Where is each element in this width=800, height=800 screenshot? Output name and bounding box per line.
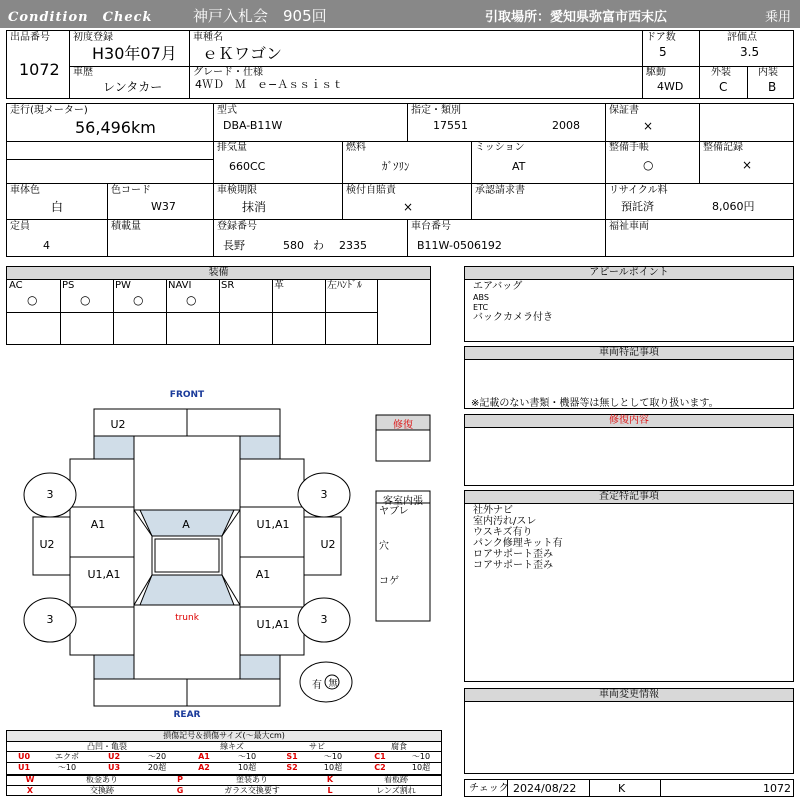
top-info-grid — [6, 30, 794, 99]
insurance-label: 検付自賠責 — [346, 185, 396, 196]
drive-label: 駆動 — [646, 67, 666, 78]
equip-navi-mark: ○ — [186, 293, 197, 307]
appeal-title: アピールポイント — [465, 267, 793, 280]
inspection-label: 車検期限 — [217, 185, 257, 196]
pickup-location: 引取場所：愛知県弥富市西末広 — [485, 10, 668, 25]
damage-wheel-fr: 3 — [320, 488, 328, 501]
manual-label: 整備手帳 — [609, 142, 649, 153]
inspection-note-line: 社外ナビ — [473, 505, 513, 516]
legend-desc: 塗装あり — [236, 775, 268, 784]
legend-desc: 板金あり — [86, 775, 118, 784]
legend-code: C1 — [374, 752, 386, 761]
damage-wheel-fl: 3 — [46, 488, 54, 501]
damage-u2-right: U2 — [320, 538, 336, 551]
repair-title: 修復内容 — [465, 415, 793, 428]
legend-desc: 交換跡 — [90, 786, 114, 795]
cabin-box-title: 客室内張 — [383, 496, 423, 507]
auction-name: 神戸入札会 905回 — [193, 7, 327, 25]
equip-pw-mark: ○ — [133, 293, 144, 307]
inspection-note-line: パンク修理キット有 — [473, 538, 563, 549]
front-label: FRONT — [169, 390, 205, 400]
inspection-note-line: 室内汚れ/スレ — [473, 516, 537, 527]
damage-wheel-rr: 3 — [320, 613, 328, 626]
appeal-points — [464, 266, 794, 342]
equip-ac-label: AC — [9, 280, 23, 291]
designation-label: 指定・類別 — [411, 105, 461, 116]
fuel-label: 燃料 — [346, 142, 366, 153]
legend-code: G — [176, 786, 184, 795]
legend-code: U1 — [17, 763, 31, 772]
legend-desc: エクボ — [55, 752, 79, 761]
appeal-line: ETC — [473, 303, 489, 312]
chassis-value: B11W-0506192 — [417, 239, 502, 252]
trunk-label: trunk — [175, 613, 199, 623]
legend-desc: レンズ割れ — [376, 786, 416, 795]
record-value: × — [742, 158, 753, 172]
legend-code: S1 — [286, 752, 298, 761]
displacement-label: 排気量 — [217, 142, 247, 153]
car-damage-diagram — [0, 385, 460, 725]
model-label: 型式 — [217, 105, 237, 116]
legend-desc: 〜10 — [323, 752, 343, 761]
legend-code: A2 — [198, 763, 210, 772]
history-label: 車歴 — [73, 67, 93, 78]
appeal-line: エアバッグ — [473, 281, 523, 292]
record-label: 整備記録 — [703, 142, 743, 153]
legend-title: 損傷記号＆損傷サイズ(〜最大cm) — [7, 731, 441, 742]
damage-wheel-rl: 3 — [46, 613, 54, 626]
capacity-value: 4 — [43, 239, 50, 252]
inspection-note-line: ウスキズ有り — [473, 527, 533, 538]
damage-u2-left: U2 — [39, 538, 55, 551]
inspection-notes — [464, 490, 794, 682]
recycle-status: 預託済 — [621, 200, 654, 213]
vehicle-type: 乗用 — [765, 10, 792, 25]
car-name-label: 車種名 — [193, 32, 223, 43]
damage-legend — [6, 730, 442, 796]
legend-header-dent: 凸凹・亀裂 — [87, 742, 127, 751]
equip-ac-mark: ○ — [27, 293, 38, 307]
car-name-value: ｅＫワゴン — [202, 44, 283, 63]
legend-code: U0 — [17, 752, 31, 761]
model-value: DBA-B11W — [223, 119, 283, 132]
score-label: 評価点 — [727, 32, 757, 43]
check-footer — [464, 779, 794, 797]
score-value: 3.5 — [740, 45, 760, 59]
legend-code: S2 — [286, 763, 298, 772]
reg-label: 登録番号 — [217, 221, 257, 232]
doors-label: ドア数 — [646, 32, 676, 43]
manual-value: ○ — [643, 158, 654, 172]
color-label: 車体色 — [10, 185, 40, 196]
damage-right-quarter: U1,A1 — [256, 618, 290, 631]
cabin-item-burn: コゲ — [379, 576, 399, 587]
grade-value: 4ＷＤ Ｍ ｅ−Ａｓｓｉｓｔ — [195, 78, 344, 91]
inspection-note-line: コアサポート歪み — [473, 560, 553, 571]
repair-details — [464, 414, 794, 486]
mileage-label: 走行(現メーター) — [10, 105, 88, 116]
legend-desc: 〜20 — [147, 752, 167, 761]
special-title: 車両特記事項 — [465, 347, 793, 360]
warranty-value: × — [643, 119, 654, 133]
legend-code: A1 — [198, 752, 210, 761]
legend-header-rust: サビ — [309, 742, 325, 751]
lot-number: 1072 — [19, 60, 60, 79]
recycle-fee: 8,060円 — [712, 200, 755, 213]
damage-u2-front: U2 — [110, 418, 126, 431]
vehicle-change-info — [464, 688, 794, 774]
recycle-label: リサイクル料 — [609, 185, 668, 196]
legend-code: U3 — [107, 763, 121, 772]
legend-code: X — [26, 786, 34, 795]
color-code-label: 色コード — [111, 185, 151, 196]
equip-pw-label: PW — [115, 280, 131, 291]
damage-left-front-door: A1 — [90, 518, 106, 531]
drive-value: 4WD — [657, 80, 684, 93]
classification-value: 2008 — [552, 119, 580, 132]
checker: K — [618, 782, 626, 795]
insurance-value: × — [403, 200, 414, 214]
exterior-label: 外装 — [711, 67, 731, 78]
approval-label: 承認請求書 — [475, 185, 525, 196]
special-note: ※記載のない書類・機器等は無しとして取り扱います。 — [471, 398, 719, 409]
first-reg-value: H30年07月 — [92, 44, 177, 63]
legend-code: L — [327, 786, 333, 795]
legend-desc: 10超 — [411, 763, 431, 772]
warranty-label: 保証書 — [609, 105, 639, 116]
equip-lhd-label: 左ﾊﾝﾄﾞﾙ — [327, 280, 362, 291]
mileage-value: 56,496km — [75, 118, 156, 137]
footer-lot: 1072 — [763, 782, 791, 795]
legend-desc: 10超 — [323, 763, 343, 772]
inspection-note-line: ロアサポート歪み — [473, 549, 553, 560]
legend-header-corrosion: 腐食 — [391, 742, 407, 751]
cabin-item-hole: 穴 — [379, 541, 389, 552]
interior-label: 内装 — [758, 67, 778, 78]
legend-desc: 〜10 — [411, 752, 431, 761]
check-date: 2024/08/22 — [513, 782, 577, 795]
equipment-table — [6, 266, 431, 345]
legend-desc: 看板跡 — [384, 775, 408, 784]
header-bar — [0, 0, 800, 28]
rear-label: REAR — [173, 710, 201, 720]
condition-check-title: Condition Check — [8, 10, 153, 25]
mission-label: ミッション — [475, 142, 525, 153]
damage-hood: A — [182, 518, 190, 531]
grade-label: グレード・仕様 — [193, 67, 263, 78]
history-value: レンタカー — [103, 80, 163, 94]
legend-code: P — [177, 775, 183, 784]
check-label: チェック — [469, 783, 509, 794]
equip-ps-mark: ○ — [80, 293, 91, 307]
lot-label: 出品番号 — [10, 32, 50, 43]
legend-desc: 〜10 — [237, 752, 257, 761]
welfare-label: 福祉車両 — [609, 221, 649, 232]
legend-desc: 10超 — [237, 763, 257, 772]
chassis-label: 車台番号 — [411, 221, 451, 232]
doors-value: 5 — [659, 45, 667, 59]
equipment-title: 装備 — [7, 267, 430, 280]
exterior-value: C — [719, 80, 728, 94]
equip-sr-label: SR — [221, 280, 235, 291]
capacity-label: 定員 — [10, 221, 30, 232]
repair-box-label: 修復 — [393, 420, 413, 431]
equip-navi-label: NAVI — [168, 280, 192, 291]
first-reg-label: 初度登録 — [73, 32, 113, 43]
none-label: 無 — [328, 679, 338, 689]
appeal-line: ABS — [473, 293, 489, 302]
damage-right-rear: A1 — [255, 568, 271, 581]
mission-value: AT — [512, 160, 526, 173]
legend-desc: ガラス交換要す — [224, 786, 280, 795]
legend-desc: 〜10 — [57, 763, 77, 772]
color-code-value: W37 — [151, 200, 176, 213]
legend-code: W — [25, 775, 35, 784]
appeal-line: バックカメラ付き — [473, 312, 553, 323]
equip-ps-label: PS — [62, 280, 75, 291]
change-title: 車両変更情報 — [465, 689, 793, 702]
spec-grid — [6, 103, 794, 257]
reg-kana: わ — [313, 239, 324, 252]
reg-class: 580 — [283, 239, 304, 252]
legend-code: C2 — [374, 763, 386, 772]
damage-right-front-door: U1,A1 — [256, 518, 290, 531]
legend-code: U2 — [107, 752, 121, 761]
has-label: 有 — [312, 680, 322, 691]
special-notes — [464, 346, 794, 409]
load-label: 積載量 — [111, 221, 141, 232]
inspection-notes-title: 査定特記事項 — [465, 491, 793, 504]
reg-number: 2335 — [339, 239, 367, 252]
inspection-value: 抹消 — [242, 200, 267, 214]
interior-value: B — [768, 80, 777, 94]
displacement-value: 660CC — [229, 160, 266, 173]
legend-desc: 20超 — [147, 763, 167, 772]
legend-code: K — [326, 775, 334, 784]
reg-area: 長野 — [223, 239, 245, 252]
damage-left-rear-door: U1,A1 — [87, 568, 121, 581]
fuel-value: ｶﾞｿﾘﾝ — [382, 160, 410, 173]
cabin-item-tear: ヤブレ — [379, 506, 409, 517]
designation-value: 17551 — [433, 119, 468, 132]
color-value: 白 — [51, 200, 64, 214]
equip-leather-label: 革 — [274, 280, 284, 291]
legend-header-scratch: 線キズ — [220, 742, 244, 751]
